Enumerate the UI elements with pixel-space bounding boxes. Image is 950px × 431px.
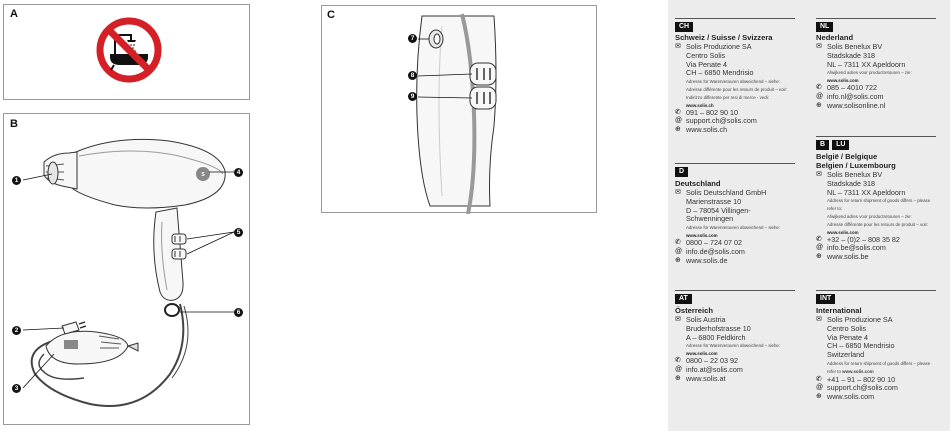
section-divider: [816, 18, 936, 19]
at-sign-icon: @: [675, 247, 683, 255]
callout-7: 7: [408, 34, 417, 43]
envelope-icon: ✉: [675, 316, 681, 323]
section-divider: [816, 136, 936, 137]
return-note: refer to:: [827, 206, 843, 212]
at-sign-icon: @: [816, 384, 824, 392]
return-note-link[interactable]: www.solis.com: [686, 351, 718, 357]
address-line: D – 78054 Villingen-: [686, 205, 751, 215]
address-line: Solis Austria: [686, 315, 726, 324]
website-link[interactable]: www.solis.de: [686, 255, 728, 265]
section-divider: [675, 163, 795, 164]
website-link[interactable]: www.solis.com: [827, 392, 875, 402]
panel-c-label: C: [327, 9, 335, 21]
email-link[interactable]: support.ch@solis.com: [686, 116, 757, 126]
address-line: Stadskade 318: [827, 178, 875, 188]
country-code-badge: INT: [816, 294, 835, 304]
hair-dryer-illustration: [4, 114, 251, 426]
globe-icon: ⊕: [816, 393, 822, 401]
section-divider: [675, 18, 795, 19]
email-link[interactable]: support.ch@solis.com: [827, 383, 898, 393]
address-line: Solis Deutschland GmbH: [686, 188, 767, 197]
country-name-secondary: Belgien / Luxembourg: [816, 161, 896, 170]
country-name: International: [816, 306, 862, 315]
at-sign-icon: @: [816, 244, 824, 252]
globe-icon: ⊕: [675, 126, 681, 134]
country-code-badge: CH: [675, 22, 693, 32]
envelope-icon: ✉: [816, 316, 822, 323]
phone-number: +41 – 91 – 802 90 10: [827, 374, 896, 384]
callout-5: 5: [234, 228, 243, 237]
cord-label-icon: [64, 340, 78, 349]
return-note-link[interactable]: www.solis.ch: [686, 102, 714, 108]
website-link[interactable]: www.solisonline.nl: [827, 100, 886, 110]
return-note-refer-text: refer to: [827, 368, 841, 374]
envelope-icon: ✉: [675, 43, 681, 50]
phone-icon: ✆: [675, 238, 681, 246]
country-name: Österreich: [675, 306, 713, 315]
globe-icon: ⊕: [675, 256, 681, 264]
globe-icon: ⊕: [816, 101, 822, 109]
email-link[interactable]: info.be@solis.com: [827, 243, 886, 253]
solis-logo-icon: [196, 167, 210, 181]
address-line: Via Penate 4: [827, 332, 869, 342]
return-note: Address for return shipment of goods differs – please: [827, 198, 931, 204]
email-link[interactable]: info.at@solis.com: [686, 364, 743, 374]
callout-8: 8: [408, 71, 417, 80]
address-line: NL – 7311 XX Apeldoorn: [827, 187, 906, 197]
at-sign-icon: @: [675, 365, 683, 373]
callout-4: 4: [234, 168, 243, 177]
phone-icon: ✆: [675, 108, 681, 116]
address-line: NL – 7311 XX Apeldoorn: [827, 59, 906, 69]
svg-text:S: S: [201, 172, 205, 178]
phone-number: 085 – 4010 722: [827, 83, 877, 93]
return-note-link[interactable]: www.solis.com: [827, 78, 859, 84]
section-divider: [816, 290, 936, 291]
envelope-icon: ✉: [816, 43, 822, 50]
address-line: Marienstrasse 10: [686, 196, 742, 206]
phone-number: 091 – 802 90 10: [686, 107, 738, 117]
panel-b: [3, 113, 250, 425]
globe-icon: ⊕: [816, 253, 822, 261]
email-link[interactable]: info.de@solis.com: [686, 246, 745, 256]
address-line: CH – 6850 Mendrisio: [686, 68, 754, 78]
phone-icon: ✆: [816, 235, 822, 243]
at-sign-icon: @: [816, 92, 824, 100]
return-note-link[interactable]: www.solis.com: [686, 232, 718, 238]
globe-icon: ⊕: [675, 374, 681, 382]
envelope-icon: ✉: [816, 171, 822, 178]
panel-a-label: A: [10, 8, 18, 20]
callout-9: 9: [408, 92, 417, 101]
phone-icon: ✆: [816, 84, 822, 92]
return-note-link[interactable]: www.solis.com: [827, 229, 859, 235]
email-link[interactable]: info.nl@solis.com: [827, 91, 884, 101]
at-sign-icon: @: [675, 117, 683, 125]
no-bathing-prohibition-icon: [95, 14, 163, 86]
address-line: Solis Benelux BV: [827, 170, 883, 179]
address-line: A – 6800 Feldkirch: [686, 332, 746, 342]
return-note: Indirizzo differente per resi di merce - vedi:: [686, 94, 769, 100]
phone-number: +32 – (0)2 – 808 35 82: [827, 234, 900, 244]
website-link[interactable]: www.solis.be: [827, 252, 869, 262]
phone-icon: ✆: [675, 357, 681, 365]
address-line: Solis Produzione SA: [686, 42, 752, 51]
country-code-badge: B: [816, 140, 829, 150]
envelope-icon: ✉: [675, 189, 681, 196]
return-note: Afwijkend adres voor productretouren – zie:: [827, 213, 912, 219]
address-line: Solis Produzione SA: [827, 315, 893, 324]
return-note: Afwijkend adres voor productretouren – zie:: [827, 70, 912, 76]
country-name: Schweiz / Suisse / Svizzera: [675, 33, 773, 42]
address-line: CH – 6850 Mendrisio: [827, 341, 895, 351]
panel-a: [3, 4, 250, 100]
country-code-badge: LU: [832, 140, 849, 150]
country-name: België / Belgique: [816, 152, 878, 161]
address-line: Centro Solis: [827, 323, 867, 333]
contact-page: [668, 0, 950, 431]
country-name: Nederland: [816, 33, 854, 42]
address-line: Stadskade 318: [827, 50, 875, 60]
callout-6: 6: [234, 308, 243, 317]
phone-icon: ✆: [816, 375, 822, 383]
country-code-badge: NL: [816, 22, 833, 32]
panel-b-label: B: [10, 118, 18, 130]
section-divider: [675, 290, 795, 291]
address-line: Via Penate 4: [686, 59, 728, 69]
phone-number: 0800 – 22 03 92: [686, 356, 738, 366]
return-note: Adresse für Warenretouren abweichend – siehe:: [686, 225, 781, 231]
return-note: Address for return shipment of goods differs – please: [827, 360, 931, 366]
return-note: Adresse für Warenretouren abweichend – siehe:: [686, 79, 781, 85]
country-code-badge: D: [675, 167, 688, 177]
website-link[interactable]: www.solis.ch: [686, 125, 728, 135]
address-line: Schwenningen: [686, 214, 734, 224]
callout-3: 3: [12, 384, 21, 393]
return-note: Adresse für Warenretouren abweichend – siehe:: [686, 343, 781, 349]
return-note-link[interactable]: www.solis.com: [842, 368, 874, 374]
address-line: Solis Benelux BV: [827, 42, 883, 51]
callout-1: 1: [12, 176, 21, 185]
website-link[interactable]: www.solis.at: [686, 373, 726, 383]
phone-number: 0800 – 724 07 02: [686, 237, 742, 247]
handle-closeup-illustration: [322, 6, 598, 214]
country-name: Deutschland: [675, 179, 721, 188]
country-code-badge: AT: [675, 294, 692, 304]
panel-c: [321, 5, 597, 213]
address-line: Bruderhofstrasse 10: [686, 323, 751, 333]
return-note: Adresse différente pour les retours de produit – voir:: [827, 221, 929, 227]
callout-2: 2: [12, 326, 21, 335]
return-note: Adresse différente pour les retours de produit – voir:: [686, 86, 788, 92]
address-line: Switzerland: [827, 350, 865, 360]
address-line: Centro Solis: [686, 50, 726, 60]
